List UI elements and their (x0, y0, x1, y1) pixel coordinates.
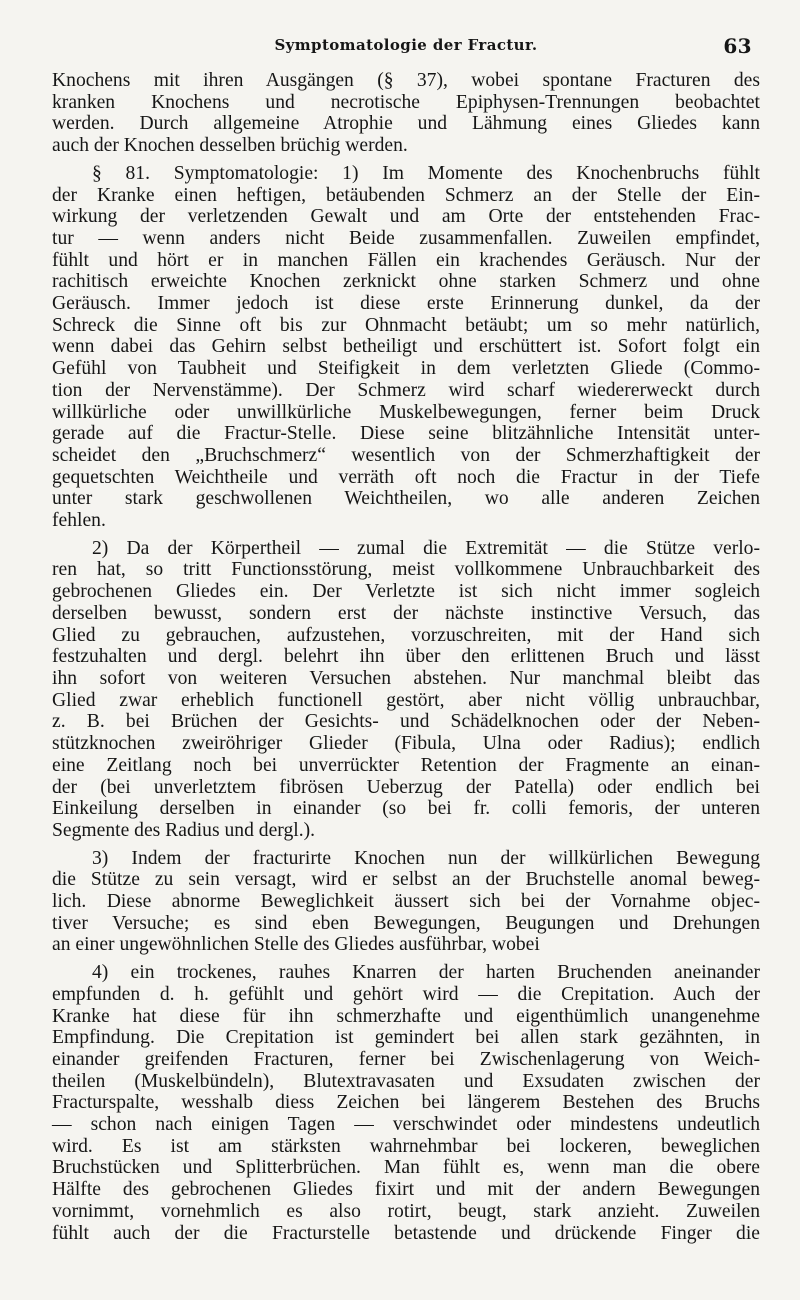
text-line: einander greifenden Fracturen, ferner bei Zwischenlagerung von Weich- (52, 1048, 760, 1070)
text-line: tiver Versuche; es sind eben Bewegungen, Beugungen und Drehungen (52, 912, 760, 934)
page-number: 63 (723, 34, 752, 58)
text-line: § 81. Symptomatologie: 1) Im Momente des Knochenbruchs fühlt (92, 162, 760, 184)
running-title: Symptomatologie der Fractur. (274, 36, 538, 54)
text-line: Hälfte des gebrochenen Gliedes fixirt und mit der andern Bewegungen (52, 1179, 760, 1201)
text-line: ihn sofort von weiteren Versuchen abstehen. Nur manchmal bleibt das (52, 667, 760, 689)
text-line: an einer ungewöhnlichen Stelle des Gliedes ausführbar, wobei (52, 934, 540, 956)
text-line: Kranke hat diese für ihn schmerzhafte und eigenthümlich unangenehme (52, 1005, 760, 1027)
text-line: Gefühl von Taubheit und Steifigkeit in dem verletzten Gliede (Commo- (52, 358, 760, 380)
text-line: der (bei unverletztem fibrösen Ueberzug der Patella) oder endlich bei (52, 776, 760, 798)
text-line: gequetschten Weichtheile und verräth oft noch die Fractur in der Tiefe (52, 466, 760, 488)
text-line: lich. Diese abnorme Beweglichkeit äussert sich bei der Vornahme objec- (52, 891, 760, 913)
text-line: rachitisch erweichte Knochen zerknickt ohne starken Schmerz und ohne (52, 271, 760, 293)
paragraph-beweglichkeit (52, 848, 760, 957)
paragraph-continuation (52, 70, 760, 157)
text-line: ren hat, so tritt Functionsstörung, meist vollkommene Unbrauchbarkeit des (52, 559, 760, 581)
text-line: vornimmt, vornehmlich es also rotirt, beugt, stark anzieht. Zuweilen (52, 1200, 760, 1222)
text-line: empfunden d. h. gefühlt und gehört wird — die Crepitation. Auch der (52, 983, 760, 1005)
text-line: Schreck die Sinne oft bis zur Ohnmacht betäubt; um so mehr natürlich, (52, 314, 760, 336)
paragraph-crepitation (52, 962, 760, 1244)
text-line: gerade auf die Fractur-Stelle. Diese seine blitzähnliche Intensität unter- (52, 423, 760, 445)
paragraph-functionsstoerung (52, 538, 760, 842)
text-line: wird. Es ist am stärksten wahrnehmbar bei lockeren, beweglichen (52, 1135, 760, 1157)
text-line: scheidet den „Bruchschmerz“ wesentlich von der Schmerzhaftigkeit der (52, 444, 760, 466)
text-line: fühlt und hört er in manchen Fällen ein krachendes Geräusch. Nur der (52, 249, 760, 271)
text-line: stützknochen zweiröhriger Glieder (Fibula, Ulna oder Radius); endlich (52, 733, 760, 755)
text-line: eine Zeitlang noch bei unverrückter Retention der Fragmente an einan- (52, 754, 760, 776)
text-line: tur — wenn anders nicht Beide zusammenfallen. Zuweilen empfindet, (52, 227, 760, 249)
text-line: Fracturspalte, wesshalb diess Zeichen bei längerem Bestehen des Bruchs (52, 1092, 760, 1114)
text-line: derselben bewusst, sondern erst der nächste instinctive Versuch, das (52, 602, 760, 624)
text-line: kranken Knochens und necrotische Epiphysen-Trennungen beobachtet (52, 91, 760, 113)
text-line: festzuhalten und dergl. belehrt ihn über den erlittenen Bruch und lässt (52, 646, 760, 668)
text-line: wirkung der verletzenden Gewalt und am Orte der entstehenden Frac- (52, 206, 760, 228)
text-line: Geräusch. Immer jedoch ist diese erste Erinnerung dunkel, da der (52, 293, 760, 315)
text-line: 2) Da der Körpertheil — zumal die Extremität — die Stütze verlo- (92, 537, 760, 559)
text-line: — schon nach einigen Tagen — verschwindet oder mindestens undeutlich (52, 1114, 760, 1136)
text-line: Empfindung. Die Crepitation ist gemindert bei allen stark gezähnten, in (52, 1027, 760, 1049)
text-line: z. B. bei Brüchen der Gesichts- und Schädelknochen oder der Neben- (52, 711, 760, 733)
body-text (52, 70, 760, 1244)
text-line: fehlen. (52, 510, 106, 532)
text-line: Bruchstücken und Splitterbrüchen. Man fühlt es, wenn man die obere (52, 1157, 760, 1179)
text-line: der Kranke einen heftigen, betäubenden Schmerz an der Stelle der Ein- (52, 184, 760, 206)
text-line: werden. Durch allgemeine Atrophie und Lähmung eines Gliedes kann (52, 113, 760, 135)
text-line: gebrochenen Gliedes ein. Der Verletzte ist sich nicht immer sogleich (52, 581, 760, 603)
text-line: Glied zwar erheblich functionell gestört, aber nicht völlig unbrauchbar, (52, 689, 760, 711)
text-line: Einkeilung derselben in einander (so bei fr. colli femoris, der unteren (52, 798, 760, 820)
paragraph-section-81 (52, 163, 760, 532)
text-line: Segmente des Radius und dergl.). (52, 819, 316, 841)
text-line: auch der Knochen desselben brüchig werden. (52, 135, 408, 157)
text-line: 4) ein trockenes, rauhes Knarren der harten Bruchenden aneinander (92, 962, 760, 984)
text-line: die Stütze zu sein versagt, wird er selbst an der Bruchstelle anomal beweg- (52, 869, 760, 891)
text-line: unter stark geschwollenen Weichtheilen, wo alle anderen Zeichen (52, 488, 760, 510)
text-line: 3) Indem der fracturirte Knochen nun der willkürlichen Bewegung (92, 847, 760, 869)
text-line: wenn dabei das Gehirn selbst betheiligt und erschüttert ist. Sofort folgt ein (52, 336, 760, 358)
text-line: Glied zu gebrauchen, aufzustehen, vorzuschreiten, mit der Hand sich (52, 624, 760, 646)
text-line: theilen (Muskelbündeln), Blutextravasaten und Exsudaten zwischen der (52, 1070, 760, 1092)
running-head (52, 34, 760, 70)
text-line: willkürliche oder unwillkürliche Muskelbewegungen, ferner beim Druck (52, 401, 760, 423)
text-line: fühlt auch der die Fracturstelle betastende und drückende Finger die (52, 1222, 760, 1244)
text-line: tion der Nervenstämme). Der Schmerz wird scharf wiedererweckt durch (52, 379, 760, 401)
text-line: Knochens mit ihren Ausgängen (§ 37), wobei spontane Fracturen des (52, 70, 760, 91)
